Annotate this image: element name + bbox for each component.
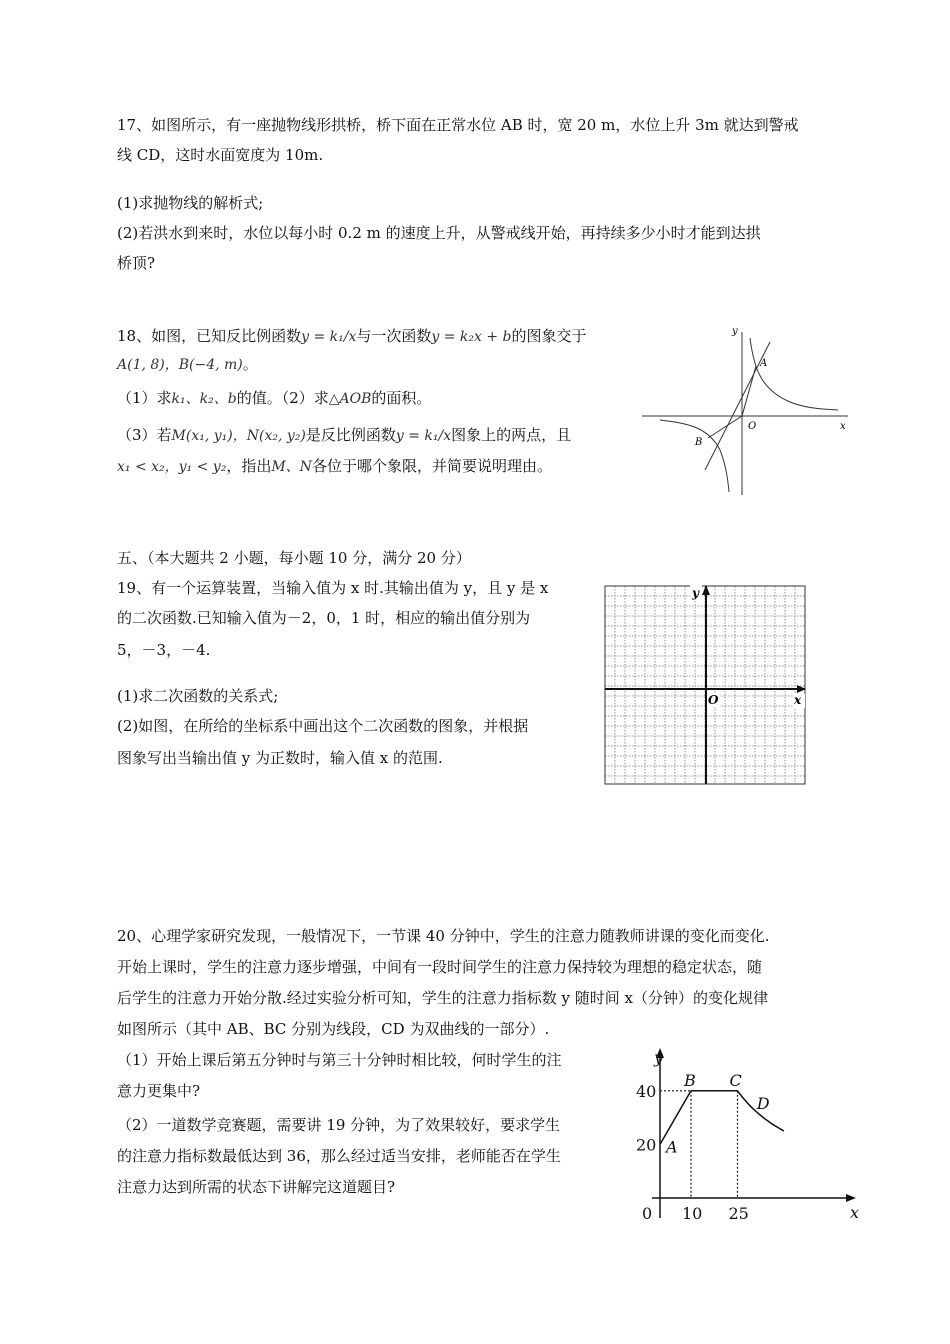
q18-x-label: x: [840, 421, 846, 432]
q20-part2a: （2）一道数学竞赛题，需要讲 19 分钟，为了效果较好，要求学生: [117, 1116, 561, 1134]
q19-x-label: x: [794, 693, 802, 707]
q18-ob-segment: [708, 416, 742, 438]
q17-part1: (1)求抛物线的解析式;: [117, 194, 264, 212]
q18-y-label: y: [732, 326, 738, 337]
q20-part1a: （1）开始上课后第五分钟时与第三十分钟时相比较，何时学生的注: [117, 1051, 562, 1069]
q18-point-b-label: B: [695, 437, 703, 448]
q20-part1b: 意力更集中?: [117, 1082, 201, 1100]
q20-tick-x-10: 10: [682, 1204, 703, 1223]
q17-part2a: (2)若洪水到来时，水位以每小时 0.2 m 的速度上升，从警戒线开始，再持续多少小时才能到达拱: [117, 224, 761, 242]
q18-point-a-label: A: [760, 358, 768, 369]
q18-origin-label: O: [748, 421, 757, 432]
q20-line2: 开始上课时，学生的注意力逐步增强，中间有一段时间学生的注意力保持较为理想的稳定状态，随: [117, 958, 763, 976]
q18-formula-inverse: y = k₁/x: [301, 329, 357, 345]
q18-oa-segment: [742, 366, 756, 416]
q20-point-label-B: B: [684, 1070, 696, 1090]
q18-part1-2: （1）求k₁、k₂、b的值。（2）求△AOB的面积。: [117, 389, 432, 407]
q20-point-label-C: C: [729, 1070, 742, 1090]
q19-part2a: (2)如图，在所给的坐标系中画出这个二次函数的图象，并根据: [117, 717, 529, 735]
q20-tick-y-20: 20: [636, 1135, 657, 1155]
q20-line1: 20、心理学家研究发现，一般情况下，一节课 40 分钟中，学生的注意力随教师讲课的变化而变化.: [117, 927, 770, 945]
q20-origin-label: 0: [642, 1204, 653, 1223]
q18-points: A(1, 8)，B(−4, m)。: [117, 355, 258, 373]
q19-origin-label: O: [708, 693, 719, 707]
q18-part3a: （3）若M(x₁, y₁)，N(x₂, y₂)是反比例函数y = k₁/x图象上的两点，且: [117, 426, 572, 444]
q19-coordinate-grid[interactable]: [603, 583, 808, 786]
q20-x-arrow: [846, 1194, 856, 1202]
q19-part1: (1)求二次函数的关系式;: [117, 687, 279, 705]
q20-line3: 后学生的注意力开始分散.经过实验分析可知，学生的注意力指标数 y 随时间 x（分钟）的变化规律: [117, 989, 769, 1007]
q20-tick-x-25: 25: [728, 1204, 749, 1223]
q20-attention-chart: [622, 1043, 862, 1225]
q17-part2b: 桥顶?: [117, 254, 156, 272]
q20-tick-y-40: 40: [636, 1081, 657, 1101]
q20-part2b: 的注意力指标数最低达到 36，那么经过适当安排，老师能否在学生: [117, 1147, 561, 1165]
q18-line1: 18、如图，已知反比例函数y = k₁/x与一次函数y = k₂x + b的图象交于: [117, 327, 587, 345]
section5-header: 五、（本大题共 2 小题，每小题 10 分，满分 20 分）: [117, 549, 471, 567]
q20-point-label-A: A: [666, 1137, 678, 1157]
q20-line4: 如图所示（其中 AB、BC 分别为线段，CD 为双曲线的一部分）.: [117, 1020, 550, 1038]
q19-line3: 5，－3，－4.: [117, 641, 211, 659]
q19-part2b: 图象写出当输出值 y 为正数时，输入值 x 的范围.: [117, 749, 443, 767]
q20-x-axis-label: x: [850, 1203, 860, 1222]
q20-y-axis-label: y: [654, 1048, 664, 1067]
q18-hyperbola-q1: [750, 338, 838, 410]
q19-line2: 的二次函数.已知输入值为－2，0，1 时，相应的输出值分别为: [117, 609, 531, 627]
q20-point-label-D: D: [756, 1093, 770, 1113]
q18-formula-linear: y = k₂x + b: [431, 329, 512, 345]
q20-part2c: 注意力达到所需的状态下讲解完这道题目?: [117, 1178, 396, 1196]
q17-line1: 17、如图所示，有一座抛物线形拱桥，桥下面在正常水位 AB 时，宽 20 m，水位上升 3m 就达到警戒: [117, 116, 799, 134]
q20-series-AB: [660, 1091, 691, 1145]
q18-figure: [640, 320, 860, 498]
q17-line2: 线 CD，这时水面宽度为 10m.: [117, 146, 324, 164]
q19-y-label: y: [692, 586, 699, 600]
q19-line1: 19、有一个运算装置，当输入值为 x 时.其输出值为 y，且 y 是 x: [117, 579, 549, 597]
q18-part3b: x₁ < x₂，y₁ < y₂，指出M、N各位于哪个象限，并简要说明理由。: [117, 457, 552, 475]
